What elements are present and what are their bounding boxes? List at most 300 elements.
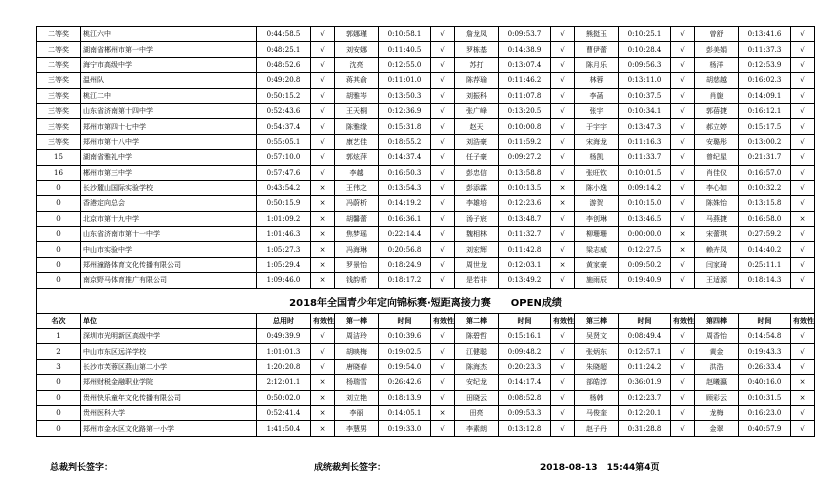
table-cell: √ <box>791 42 815 57</box>
table-row <box>37 57 815 72</box>
table-cell: 郑州潼路体育文化传播有限公司 <box>81 257 257 272</box>
table-cell: 1 <box>37 329 81 344</box>
table-cell: 0:50:02.0 <box>257 390 311 405</box>
table-cell: 宋海龙 <box>575 134 619 149</box>
table-cell: 张广峰 <box>455 103 499 118</box>
table-cell: 0:19:40.9 <box>619 273 671 288</box>
table-cell: √ <box>791 242 815 257</box>
table-cell: × <box>311 196 335 211</box>
table-cell: 安纪龙 <box>455 375 499 390</box>
table-cell: × <box>311 257 335 272</box>
table-cell: × <box>551 180 575 195</box>
table-cell: 郭炫萍 <box>335 150 379 165</box>
print-datetime: 2018-08-13 15:44第4页 <box>540 463 660 473</box>
table-cell: √ <box>311 134 335 149</box>
table-cell: √ <box>311 42 335 57</box>
table-cell: 1:01:46.3 <box>257 227 311 242</box>
table-cell: 0:10:25.1 <box>619 27 671 42</box>
table-cell: √ <box>431 273 455 288</box>
table-cell: 0:13:50.3 <box>379 88 431 103</box>
table-cell: 李菡 <box>575 88 619 103</box>
table-cell: 宋蕾琪 <box>695 227 739 242</box>
table-cell: √ <box>431 421 455 436</box>
table-cell: 0 <box>37 211 81 226</box>
table-cell: √ <box>311 103 335 118</box>
table-cell: 0:09:56.3 <box>619 57 671 72</box>
table-cell: √ <box>551 73 575 88</box>
table-cell: 0:21:31.7 <box>739 150 791 165</box>
table-cell: 安璐彤 <box>695 134 739 149</box>
table-cell: 南京野马体育推广有限公司 <box>81 273 257 288</box>
column-header: 名次 <box>37 313 81 328</box>
table-cell: 北京市第十九中学 <box>81 211 257 226</box>
table-cell: √ <box>551 42 575 57</box>
table-cell: √ <box>431 390 455 405</box>
table-row <box>37 390 815 405</box>
table-cell: 0 <box>37 390 81 405</box>
table-cell: √ <box>311 344 335 359</box>
table-cell: 郝立婷 <box>695 119 739 134</box>
table-cell: √ <box>431 57 455 72</box>
table-cell: √ <box>551 421 575 436</box>
table-cell: 中山市东区远洋学校 <box>81 344 257 359</box>
table-cell: 郑州市第四十七中学 <box>81 119 257 134</box>
table-cell: √ <box>431 180 455 195</box>
top-rows <box>37 27 815 289</box>
table-cell: 0:10:13.5 <box>499 180 551 195</box>
table-cell: 0:49:20.8 <box>257 73 311 88</box>
table-cell: 0:16:58.0 <box>739 211 791 226</box>
table-cell: 3 <box>37 359 81 374</box>
table-cell: 0:11:42.8 <box>499 242 551 257</box>
table-cell: 0:18:17.2 <box>379 273 431 288</box>
table-cell: 0:00:00.0 <box>619 227 671 242</box>
table-cell: 部皓淳 <box>575 375 619 390</box>
table-cell: 湖南省郴州市第一中学 <box>81 42 257 57</box>
table-cell: 0:13:54.3 <box>379 180 431 195</box>
table-cell: 0:11:46.2 <box>499 73 551 88</box>
table-cell: √ <box>551 150 575 165</box>
table-cell: 罗景怡 <box>335 257 379 272</box>
table-cell: 二等奖 <box>37 57 81 72</box>
table-cell: 0:11:16.3 <box>619 134 671 149</box>
table-cell: 张炳东 <box>575 344 619 359</box>
table-cell: √ <box>671 329 695 344</box>
table-cell: 罗栋基 <box>455 42 499 57</box>
table-cell: √ <box>671 42 695 57</box>
table-row <box>37 150 815 165</box>
table-cell: 0:11:59.2 <box>499 134 551 149</box>
table-cell: 黄家豪 <box>575 257 619 272</box>
table-cell: 0:50:15.2 <box>257 88 311 103</box>
table-cell: 0 <box>37 273 81 288</box>
table-cell: √ <box>671 180 695 195</box>
table-cell: 0:36:01.9 <box>619 375 671 390</box>
table-cell: × <box>671 242 695 257</box>
table-cell: 0:16:57.0 <box>739 165 791 180</box>
table-cell: √ <box>671 119 695 134</box>
table-cell: 0:11:40.5 <box>379 42 431 57</box>
table-cell: √ <box>671 257 695 272</box>
table-row <box>37 242 815 257</box>
table-row <box>37 73 815 88</box>
table-cell: 0 <box>37 375 81 390</box>
table-cell: 0:16:50.3 <box>379 165 431 180</box>
table-cell: √ <box>311 150 335 165</box>
table-cell: 0:13:12.8 <box>499 421 551 436</box>
table-cell: √ <box>791 27 815 42</box>
table-cell: 0:14:09.1 <box>739 88 791 103</box>
table-cell: 是若非 <box>455 273 499 288</box>
table-cell: 赵子丹 <box>575 421 619 436</box>
table-cell: 0:13:00.2 <box>739 134 791 149</box>
table-cell: √ <box>551 227 575 242</box>
table-cell: 陈雅缘 <box>335 119 379 134</box>
table-cell: 温州队 <box>81 73 257 88</box>
table-cell: 湖南省雅礼中学 <box>81 150 257 165</box>
table-cell: 郑州市第十八中学 <box>81 134 257 149</box>
table-cell: 0 <box>37 242 81 257</box>
table-cell: 0:10:58.1 <box>379 27 431 42</box>
table-cell: 闫家琦 <box>695 257 739 272</box>
table-cell: 0:18:14.3 <box>739 273 791 288</box>
table-cell: √ <box>671 421 695 436</box>
table-cell: 0:14:40.2 <box>739 242 791 257</box>
table-cell: 马俊奎 <box>575 405 619 420</box>
table-cell: 0:49:39.9 <box>257 329 311 344</box>
table-cell: 刘浩豪 <box>455 134 499 149</box>
table-cell: 钱韵希 <box>335 273 379 288</box>
table-cell: 0:13:47.3 <box>619 119 671 134</box>
table-cell: 0:31:28.8 <box>619 421 671 436</box>
table-cell: 黄金 <box>695 344 739 359</box>
table-cell: 周洁玲 <box>335 329 379 344</box>
table-cell: 0:13:46.5 <box>619 211 671 226</box>
table-cell: 2:12:01.1 <box>257 375 311 390</box>
table-cell: 田亮 <box>455 405 499 420</box>
column-header: 第三棒 <box>575 313 619 328</box>
table-cell: √ <box>431 103 455 118</box>
table-cell: √ <box>551 27 575 42</box>
table-cell: 0:26:33.4 <box>739 359 791 374</box>
table-cell: 0:16:23.0 <box>739 405 791 420</box>
table-cell: 0:10:34.1 <box>619 103 671 118</box>
table-cell: 0:55:05.1 <box>257 134 311 149</box>
table-row <box>37 405 815 420</box>
table-cell: √ <box>311 165 335 180</box>
table-cell: 0:14:17.4 <box>499 375 551 390</box>
table-cell: √ <box>551 119 575 134</box>
table-cell: √ <box>431 134 455 149</box>
table-cell: 于宇宇 <box>575 119 619 134</box>
table-cell: × <box>431 405 455 420</box>
table-cell: √ <box>791 119 815 134</box>
table-cell: √ <box>671 359 695 374</box>
table-cell: 赵曦瀛 <box>695 375 739 390</box>
table-cell: 0:11:32.7 <box>499 227 551 242</box>
table-row <box>37 196 815 211</box>
table-cell: 0:12:23.7 <box>619 390 671 405</box>
table-cell: √ <box>791 421 815 436</box>
table-cell: √ <box>431 329 455 344</box>
table-cell: 金翠 <box>695 421 739 436</box>
section-title: 2018年全国青少年定向锦标赛·短距离接力赛 OPEN成绩 <box>37 295 815 314</box>
table-cell: 0:20:23.3 <box>499 359 551 374</box>
table-cell: 蒋其俞 <box>335 73 379 88</box>
table-cell: 0:13:11.0 <box>619 73 671 88</box>
table-cell: 贵州快乐童年文化传播有限公司 <box>81 390 257 405</box>
column-header: 单位 <box>81 313 257 328</box>
table-cell: 1:20:20.8 <box>257 359 311 374</box>
table-cell: 1:01:09.2 <box>257 211 311 226</box>
table-cell: √ <box>431 27 455 42</box>
table-cell: 0:10:15.0 <box>619 196 671 211</box>
table-cell: 0:14:19.2 <box>379 196 431 211</box>
table-cell: 洪浩 <box>695 359 739 374</box>
table-cell: 1:05:29.4 <box>257 257 311 272</box>
table-cell: 0:12:23.6 <box>499 196 551 211</box>
results-judge-signature: 成统裁判长签字： <box>314 463 387 473</box>
table-cell: 詹龙凤 <box>455 27 499 42</box>
table-cell: 0:40:57.9 <box>739 421 791 436</box>
table-cell: 杨凯 <box>575 150 619 165</box>
table-row <box>37 421 815 436</box>
chief-judge-signature: 总裁判长签字： <box>50 463 114 473</box>
table-cell: 李雄培 <box>455 196 499 211</box>
table-cell: 陈碧哲 <box>455 329 499 344</box>
table-row <box>37 103 815 118</box>
table-cell: 杨瑞雪 <box>335 375 379 390</box>
table-cell: 0:18:55.2 <box>379 134 431 149</box>
table-cell: 长沙麓山国际实验学校 <box>81 180 257 195</box>
table-cell: √ <box>791 257 815 272</box>
table-row <box>37 211 815 226</box>
table-cell: 0:26:42.6 <box>379 375 431 390</box>
table-cell: 张旺钦 <box>575 165 619 180</box>
table-cell: 田晓云 <box>455 390 499 405</box>
table-cell: 龙梅 <box>695 405 739 420</box>
table-cell: 0:13:20.5 <box>499 103 551 118</box>
table-cell: 游贺 <box>575 196 619 211</box>
table-cell: 0:12:36.9 <box>379 103 431 118</box>
table-cell: 柳珊珊 <box>575 227 619 242</box>
table-cell: 熊挺玉 <box>575 27 619 42</box>
table-cell: 王伟之 <box>335 180 379 195</box>
table-cell: √ <box>311 57 335 72</box>
table-cell: × <box>311 242 335 257</box>
table-cell: 肖佳仪 <box>695 165 739 180</box>
table-cell: √ <box>551 344 575 359</box>
table-cell: × <box>791 375 815 390</box>
table-cell: 0:14:05.1 <box>379 405 431 420</box>
table-cell: 山东省济南市第十一中学 <box>81 227 257 242</box>
table-cell: √ <box>551 103 575 118</box>
table-cell: × <box>551 196 575 211</box>
column-header: 时间 <box>619 313 671 328</box>
table-cell: √ <box>431 242 455 257</box>
table-cell: √ <box>551 134 575 149</box>
table-cell: × <box>311 273 335 288</box>
table-cell: 冯海琳 <box>335 242 379 257</box>
table-cell: 长沙市芙蓉区燕山第二小学 <box>81 359 257 374</box>
table-row <box>37 165 815 180</box>
table-cell: 魏相林 <box>455 227 499 242</box>
column-header: 有效性 <box>431 313 455 328</box>
table-cell: 0:44:58.5 <box>257 27 311 42</box>
table-cell: 0:57:10.0 <box>257 150 311 165</box>
table-cell: 0:13:15.8 <box>739 196 791 211</box>
table-cell: 三等奖 <box>37 134 81 149</box>
table-cell: 周香怡 <box>695 329 739 344</box>
table-cell: 0:19:02.5 <box>379 344 431 359</box>
table-cell: 0:11:24.2 <box>619 359 671 374</box>
table-cell: √ <box>431 42 455 57</box>
table-cell: 0:48:25.1 <box>257 42 311 57</box>
table-cell: 郴州市第三中学 <box>81 165 257 180</box>
table-cell: × <box>311 375 335 390</box>
table-cell: 三等奖 <box>37 119 81 134</box>
table-cell: √ <box>791 344 815 359</box>
table-cell: √ <box>671 73 695 88</box>
table-cell: 0:09:53.3 <box>499 405 551 420</box>
table-cell: 胡慈越 <box>695 73 739 88</box>
table-cell: 0:09:48.2 <box>499 344 551 359</box>
table-cell: 1:01:01.3 <box>257 344 311 359</box>
table-cell: × <box>311 405 335 420</box>
table-cell: 刘安娜 <box>335 42 379 57</box>
table-cell: 0:18:13.9 <box>379 390 431 405</box>
table-cell: × <box>311 421 335 436</box>
table-cell: 马燕捷 <box>695 211 739 226</box>
table-cell: √ <box>671 196 695 211</box>
table-cell: 李慧男 <box>335 421 379 436</box>
table-cell: 郑州财税金融职业学院 <box>81 375 257 390</box>
table-row <box>37 227 815 242</box>
table-cell: 中山市实验中学 <box>81 242 257 257</box>
table-cell: 0:12:20.1 <box>619 405 671 420</box>
table-cell: 1:05:27.3 <box>257 242 311 257</box>
table-cell: √ <box>431 196 455 211</box>
table-cell: √ <box>791 227 815 242</box>
table-cell: √ <box>311 73 335 88</box>
table-row <box>37 359 815 374</box>
table-cell: 0:12:55.0 <box>379 57 431 72</box>
table-cell: √ <box>791 134 815 149</box>
table-cell: 0:19:33.0 <box>379 421 431 436</box>
table-cell: 李创琳 <box>575 211 619 226</box>
table-cell: 赵天 <box>455 119 499 134</box>
table-cell: 0:43:54.2 <box>257 180 311 195</box>
table-cell: √ <box>431 88 455 103</box>
table-cell: 0 <box>37 421 81 436</box>
table-row <box>37 88 815 103</box>
table-cell: 0:15:31.8 <box>379 119 431 134</box>
table-cell: × <box>551 257 575 272</box>
table-cell: 李心如 <box>695 180 739 195</box>
table-cell: √ <box>311 329 335 344</box>
table-cell: 任子豪 <box>455 150 499 165</box>
table-cell: 0:19:43.3 <box>739 344 791 359</box>
table-cell: 彭添霖 <box>455 180 499 195</box>
table-row <box>37 273 815 288</box>
table-cell: 0:14:37.4 <box>379 150 431 165</box>
table-cell: 1:41:50.4 <box>257 421 311 436</box>
table-cell: 2 <box>37 344 81 359</box>
table-row <box>37 180 815 195</box>
table-cell: 桃江二中 <box>81 88 257 103</box>
table-cell: 0:27:59.2 <box>739 227 791 242</box>
table-cell: 胡映梅 <box>335 344 379 359</box>
column-header: 有效性 <box>551 313 575 328</box>
table-cell: √ <box>671 405 695 420</box>
table-cell: √ <box>551 165 575 180</box>
table-cell: 江健聪 <box>455 344 499 359</box>
table-cell: 0:13:49.2 <box>499 273 551 288</box>
table-cell: √ <box>431 150 455 165</box>
table-cell: 0:10:28.4 <box>619 42 671 57</box>
table-cell: 0:22:14.4 <box>379 227 431 242</box>
table-cell: 0 <box>37 257 81 272</box>
table-cell: 刘立艳 <box>335 390 379 405</box>
table-cell: 山东省济南第十四中学 <box>81 103 257 118</box>
column-header: 时间 <box>739 313 791 328</box>
column-header: 总用时 <box>257 313 311 328</box>
table-cell: 0:14:38.9 <box>499 42 551 57</box>
table-cell: √ <box>311 88 335 103</box>
bottom-rows <box>37 329 815 437</box>
table-cell: 0:09:14.2 <box>619 180 671 195</box>
table-cell: √ <box>671 211 695 226</box>
table-cell: 郭娜瑾 <box>335 27 379 42</box>
column-header: 有效性 <box>791 313 815 328</box>
table-cell: √ <box>551 359 575 374</box>
table-cell: √ <box>791 329 815 344</box>
table-cell: 贵州医科大学 <box>81 405 257 420</box>
table-cell: 0:13:48.7 <box>499 211 551 226</box>
table-cell: 顾彩云 <box>695 390 739 405</box>
table-cell: 胡馨蕾 <box>335 211 379 226</box>
table-cell: √ <box>791 359 815 374</box>
table-cell: 0:15:16.1 <box>499 329 551 344</box>
table-cell: 彭忠信 <box>455 165 499 180</box>
table-cell: √ <box>791 150 815 165</box>
table-cell: √ <box>431 73 455 88</box>
table-cell: 三等奖 <box>37 73 81 88</box>
table-cell: 林蓉 <box>575 73 619 88</box>
table-cell: 0:57:47.6 <box>257 165 311 180</box>
table-cell: √ <box>311 27 335 42</box>
table-cell: 杨韩 <box>575 390 619 405</box>
table-cell: 深圳市光明新区高级中学 <box>81 329 257 344</box>
table-row <box>37 27 815 42</box>
table-cell: × <box>311 211 335 226</box>
table-cell: 0:14:54.8 <box>739 329 791 344</box>
table-cell: 0 <box>37 180 81 195</box>
table-cell: 0:08:52.8 <box>499 390 551 405</box>
table-cell: 施雨辰 <box>575 273 619 288</box>
table-cell: 0:20:56.8 <box>379 242 431 257</box>
table-cell: √ <box>791 196 815 211</box>
table-cell: 15 <box>37 150 81 165</box>
table-cell: √ <box>431 227 455 242</box>
column-header: 时间 <box>499 313 551 328</box>
table-cell: √ <box>671 57 695 72</box>
table-cell: 汤子宸 <box>455 211 499 226</box>
table-cell: 张宇 <box>575 103 619 118</box>
table-cell: 焦梦瑶 <box>335 227 379 242</box>
table-cell: 李越 <box>335 165 379 180</box>
table-cell: √ <box>551 273 575 288</box>
